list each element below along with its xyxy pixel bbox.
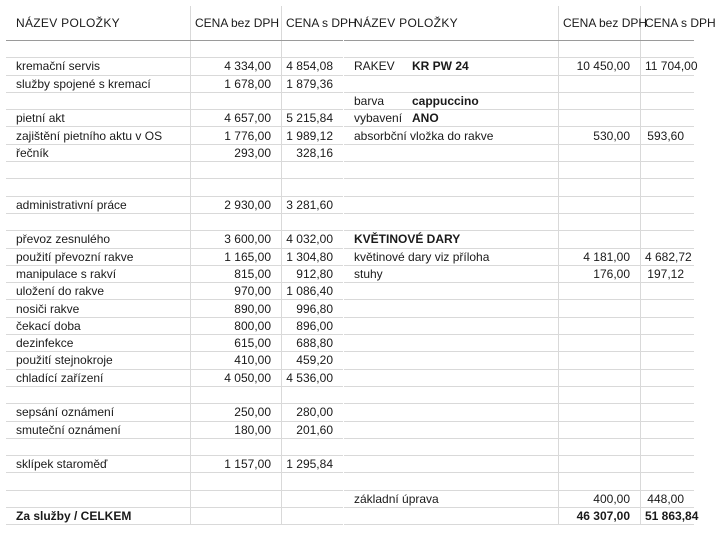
item-name-cell bbox=[344, 300, 559, 317]
table-row bbox=[344, 248, 694, 265]
price-net bbox=[559, 41, 641, 58]
price-net: 890,00 bbox=[191, 300, 282, 317]
table-row bbox=[344, 335, 694, 352]
item-name bbox=[6, 473, 191, 490]
table-row bbox=[344, 352, 694, 369]
empty-cell bbox=[191, 508, 282, 525]
table-row bbox=[344, 283, 694, 300]
price-gross: 328,16 bbox=[282, 144, 344, 161]
item-name bbox=[6, 162, 191, 179]
table-row bbox=[344, 317, 694, 334]
table-row bbox=[344, 58, 694, 75]
table-row bbox=[6, 335, 343, 352]
column-header-price-gross: CENA s DPH bbox=[282, 6, 344, 41]
price-net bbox=[191, 490, 282, 507]
price-gross bbox=[282, 41, 344, 58]
price-gross: 996,80 bbox=[282, 300, 344, 317]
price-gross bbox=[641, 456, 695, 473]
item-name: administrativní práce bbox=[6, 196, 191, 213]
item-label: základní úprava bbox=[354, 491, 439, 506]
price-net: 1 776,00 bbox=[191, 127, 282, 144]
price-gross: 912,80 bbox=[282, 265, 344, 282]
price-gross bbox=[282, 162, 344, 179]
column-header-price-gross: CENA s DPH bbox=[641, 6, 695, 41]
table-row bbox=[344, 92, 694, 109]
item-name-cell bbox=[344, 58, 559, 75]
table-row bbox=[344, 231, 694, 248]
header-row bbox=[6, 6, 343, 41]
table-row bbox=[344, 41, 694, 58]
price-gross: 1 295,84 bbox=[282, 456, 344, 473]
price-net bbox=[559, 352, 641, 369]
item-name-cell bbox=[344, 335, 559, 352]
price-net: 4 050,00 bbox=[191, 369, 282, 386]
price-gross bbox=[641, 179, 695, 196]
item-name bbox=[6, 490, 191, 507]
column-header-name: NÁZEV POLOŽKY bbox=[344, 6, 559, 41]
price-net bbox=[191, 213, 282, 230]
item-name-cell bbox=[344, 283, 559, 300]
price-gross bbox=[641, 110, 695, 127]
price-net bbox=[559, 438, 641, 455]
table-row bbox=[344, 196, 694, 213]
column-header-price-net: CENA bez DPH bbox=[559, 6, 641, 41]
item-name: řečník bbox=[6, 144, 191, 161]
item-name-cell bbox=[344, 421, 559, 438]
item-name-cell bbox=[344, 248, 559, 265]
table-row bbox=[344, 300, 694, 317]
price-net bbox=[191, 179, 282, 196]
item-label: stuhy bbox=[354, 267, 383, 281]
price-gross: 459,20 bbox=[282, 352, 344, 369]
item-name-cell bbox=[344, 162, 559, 179]
price-gross: 5 215,84 bbox=[282, 110, 344, 127]
table-row bbox=[344, 127, 694, 144]
price-gross bbox=[282, 386, 344, 403]
item-name: použití převozní rakve bbox=[6, 248, 191, 265]
item-name-cell bbox=[344, 127, 559, 144]
table-row bbox=[344, 473, 694, 490]
price-net bbox=[559, 75, 641, 92]
table-row bbox=[6, 248, 343, 265]
table-row bbox=[6, 421, 343, 438]
price-net: 4 181,00 bbox=[559, 248, 641, 265]
price-net bbox=[559, 231, 641, 248]
table-row bbox=[6, 144, 343, 161]
item-name-cell bbox=[344, 438, 559, 455]
item-name: zajištění pietního aktu v OS bbox=[6, 127, 191, 144]
price-net: 530,00 bbox=[559, 127, 641, 144]
table-row bbox=[6, 75, 343, 92]
item-name: dezinfekce bbox=[6, 335, 191, 352]
table-row bbox=[6, 438, 343, 455]
table-row bbox=[344, 162, 694, 179]
price-gross: 448,00 bbox=[641, 490, 695, 507]
price-gross: 201,60 bbox=[282, 421, 344, 438]
price-net: 4 657,00 bbox=[191, 110, 282, 127]
item-label: absorbční vložka do rakve bbox=[354, 128, 494, 143]
price-gross bbox=[641, 231, 695, 248]
table-row bbox=[344, 404, 694, 421]
item-name-cell bbox=[344, 473, 559, 490]
table-row bbox=[6, 300, 343, 317]
table-row bbox=[344, 75, 694, 92]
price-gross: 1 304,80 bbox=[282, 248, 344, 265]
price-net: 970,00 bbox=[191, 283, 282, 300]
item-name-cell bbox=[344, 352, 559, 369]
item-name: pietní akt bbox=[6, 110, 191, 127]
price-net bbox=[559, 144, 641, 161]
price-net bbox=[559, 404, 641, 421]
price-gross bbox=[641, 473, 695, 490]
table-row bbox=[6, 404, 343, 421]
table-row bbox=[6, 162, 343, 179]
table-row bbox=[344, 144, 694, 161]
table-row bbox=[344, 386, 694, 403]
price-gross bbox=[641, 421, 695, 438]
item-value: cappuccino bbox=[412, 94, 479, 109]
price-gross bbox=[641, 300, 695, 317]
price-net bbox=[559, 110, 641, 127]
item-name bbox=[6, 386, 191, 403]
price-gross bbox=[282, 179, 344, 196]
table-row bbox=[344, 179, 694, 196]
table-row bbox=[6, 41, 343, 58]
item-name-cell bbox=[344, 317, 559, 334]
table-row bbox=[6, 110, 343, 127]
price-net bbox=[559, 196, 641, 213]
price-net: 176,00 bbox=[559, 265, 641, 282]
item-name-cell bbox=[344, 265, 559, 282]
price-gross: 896,00 bbox=[282, 317, 344, 334]
item-name bbox=[6, 41, 191, 58]
empty-cell bbox=[344, 508, 559, 525]
total-label: Za služby / CELKEM bbox=[6, 508, 191, 525]
price-net: 10 450,00 bbox=[559, 58, 641, 75]
item-name bbox=[6, 438, 191, 455]
total-row bbox=[344, 508, 694, 525]
price-net bbox=[191, 438, 282, 455]
table-row bbox=[6, 490, 343, 507]
item-name-cell bbox=[344, 75, 559, 92]
price-net: 293,00 bbox=[191, 144, 282, 161]
table-row bbox=[6, 179, 343, 196]
table-row bbox=[6, 231, 343, 248]
item-name bbox=[6, 92, 191, 109]
total-price-gross: 51 863,84 bbox=[641, 508, 695, 525]
table-row bbox=[6, 265, 343, 282]
table-row bbox=[6, 283, 343, 300]
table-row bbox=[344, 421, 694, 438]
price-gross: 1 086,40 bbox=[282, 283, 344, 300]
item-label: barva bbox=[354, 94, 385, 109]
price-gross bbox=[282, 473, 344, 490]
price-gross bbox=[282, 490, 344, 507]
item-label: květinové dary viz příloha bbox=[354, 249, 490, 264]
price-net bbox=[559, 317, 641, 334]
price-net bbox=[559, 300, 641, 317]
item-name: smuteční oznámení bbox=[6, 421, 191, 438]
item-name-cell bbox=[344, 386, 559, 403]
table-row bbox=[6, 317, 343, 334]
item-name: sklípek staroměď bbox=[6, 456, 191, 473]
item-name-cell bbox=[344, 41, 559, 58]
price-net: 615,00 bbox=[191, 335, 282, 352]
item-label: RAKEV bbox=[354, 59, 395, 74]
price-net bbox=[191, 92, 282, 109]
table-row bbox=[6, 456, 343, 473]
price-gross: 4 682,72 bbox=[641, 248, 695, 265]
price-gross: 3 281,60 bbox=[282, 196, 344, 213]
empty-cell bbox=[282, 508, 344, 525]
price-net bbox=[559, 369, 641, 386]
price-net: 410,00 bbox=[191, 352, 282, 369]
item-name: uložení do rakve bbox=[6, 283, 191, 300]
price-net bbox=[559, 473, 641, 490]
price-net: 1 165,00 bbox=[191, 248, 282, 265]
price-gross bbox=[641, 196, 695, 213]
table-row bbox=[6, 369, 343, 386]
price-net: 1 157,00 bbox=[191, 456, 282, 473]
item-name-cell bbox=[344, 144, 559, 161]
price-gross bbox=[641, 438, 695, 455]
goods-table bbox=[344, 6, 716, 525]
price-net bbox=[559, 386, 641, 403]
price-net: 800,00 bbox=[191, 317, 282, 334]
column-header-name: NÁZEV POLOŽKY bbox=[6, 6, 191, 41]
table-row bbox=[6, 352, 343, 369]
price-net bbox=[191, 473, 282, 490]
table-row bbox=[344, 369, 694, 386]
item-name-cell bbox=[344, 213, 559, 230]
goods-table-section bbox=[344, 6, 716, 525]
item-name-cell bbox=[344, 490, 559, 507]
price-gross: 11 704,00 bbox=[641, 58, 695, 75]
table-row bbox=[344, 110, 694, 127]
price-gross bbox=[641, 162, 695, 179]
price-gross bbox=[641, 144, 695, 161]
item-name-cell bbox=[344, 404, 559, 421]
price-gross bbox=[641, 41, 695, 58]
total-price-net: 46 307,00 bbox=[559, 508, 641, 525]
item-name-cell bbox=[344, 456, 559, 473]
item-name bbox=[6, 179, 191, 196]
item-label: vybavení bbox=[354, 111, 403, 126]
price-gross bbox=[282, 438, 344, 455]
item-name: sepsání oznámení bbox=[6, 404, 191, 421]
price-net bbox=[559, 92, 641, 109]
price-net: 2 930,00 bbox=[191, 196, 282, 213]
item-name-cell bbox=[344, 231, 559, 248]
price-gross bbox=[641, 92, 695, 109]
item-value: KR PW 24 bbox=[412, 59, 469, 74]
price-gross bbox=[641, 317, 695, 334]
item-name: kremační servis bbox=[6, 58, 191, 75]
item-name: čekací doba bbox=[6, 317, 191, 334]
price-net bbox=[559, 213, 641, 230]
price-gross: 4 032,00 bbox=[282, 231, 344, 248]
price-net: 1 678,00 bbox=[191, 75, 282, 92]
price-gross: 688,80 bbox=[282, 335, 344, 352]
price-gross bbox=[641, 335, 695, 352]
price-net bbox=[559, 283, 641, 300]
price-gross: 4 854,08 bbox=[282, 58, 344, 75]
table-row bbox=[344, 265, 694, 282]
table-row bbox=[6, 92, 343, 109]
price-gross: 197,12 bbox=[641, 265, 695, 282]
item-name-cell bbox=[344, 369, 559, 386]
table-row bbox=[6, 127, 343, 144]
price-gross bbox=[641, 386, 695, 403]
price-gross: 1 989,12 bbox=[282, 127, 344, 144]
price-net: 400,00 bbox=[559, 490, 641, 507]
price-net: 4 334,00 bbox=[191, 58, 282, 75]
item-name: převoz zesnulého bbox=[6, 231, 191, 248]
price-net: 180,00 bbox=[191, 421, 282, 438]
price-net bbox=[191, 41, 282, 58]
item-value: ANO bbox=[412, 111, 439, 126]
item-name-cell bbox=[344, 179, 559, 196]
price-net: 815,00 bbox=[191, 265, 282, 282]
price-gross bbox=[641, 404, 695, 421]
item-name: použití stejnokroje bbox=[6, 352, 191, 369]
table-row bbox=[344, 213, 694, 230]
table-row bbox=[6, 213, 343, 230]
header-row bbox=[344, 6, 694, 41]
price-net bbox=[559, 162, 641, 179]
price-net bbox=[559, 335, 641, 352]
price-net bbox=[559, 421, 641, 438]
item-name bbox=[6, 213, 191, 230]
item-name-cell bbox=[344, 92, 559, 109]
price-net: 250,00 bbox=[191, 404, 282, 421]
services-table bbox=[6, 6, 357, 525]
column-header-price-net: CENA bez DPH bbox=[191, 6, 282, 41]
price-gross bbox=[641, 283, 695, 300]
item-name-cell bbox=[344, 196, 559, 213]
table-row bbox=[6, 473, 343, 490]
services-table-section bbox=[6, 6, 357, 525]
price-gross: 4 536,00 bbox=[282, 369, 344, 386]
price-gross: 280,00 bbox=[282, 404, 344, 421]
item-label: KVĚTINOVÉ DARY bbox=[354, 232, 461, 247]
item-name-cell bbox=[344, 110, 559, 127]
price-gross bbox=[641, 75, 695, 92]
price-gross bbox=[641, 352, 695, 369]
item-name: služby spojené s kremací bbox=[6, 75, 191, 92]
price-net bbox=[191, 162, 282, 179]
price-net bbox=[559, 179, 641, 196]
item-name: manipulace s rakví bbox=[6, 265, 191, 282]
table-row bbox=[6, 386, 343, 403]
total-row bbox=[6, 508, 343, 525]
price-net bbox=[191, 386, 282, 403]
price-gross: 593,60 bbox=[641, 127, 695, 144]
price-gross: 1 879,36 bbox=[282, 75, 344, 92]
price-gross bbox=[282, 213, 344, 230]
table-row bbox=[344, 438, 694, 455]
price-gross bbox=[641, 369, 695, 386]
price-gross bbox=[641, 213, 695, 230]
table-row bbox=[6, 58, 343, 75]
price-gross bbox=[282, 92, 344, 109]
item-name: chladící zařízení bbox=[6, 369, 191, 386]
price-net: 3 600,00 bbox=[191, 231, 282, 248]
table-row bbox=[344, 456, 694, 473]
table-row bbox=[6, 196, 343, 213]
price-net bbox=[559, 456, 641, 473]
table-row bbox=[344, 490, 694, 507]
item-name: nosiči rakve bbox=[6, 300, 191, 317]
